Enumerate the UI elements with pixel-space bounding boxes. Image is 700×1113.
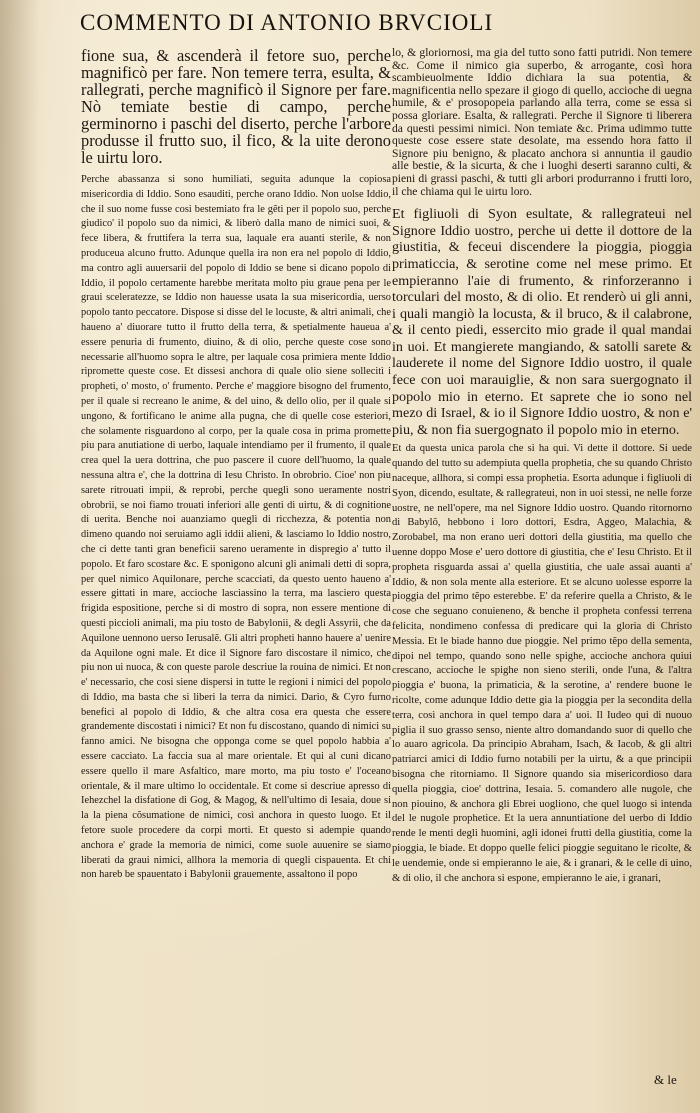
right-column	[392, 47, 692, 1107]
page-gutter-shadow	[0, 0, 40, 1113]
commentary-right-top: lo, & gloriornosi, ma gia del tutto sono fatti putridi. Non temere &c. Come il nimico gia superbo, & arrogante, così hora scambieuolmente Iddio dichiara la sua potentia, & magnificentia nello spezare il giogo di quello, accioche di uegna humile, & e' prosopopeia parlando alla terra, come se essa si possa gloriare. Esalta, & rallegrati. Perche il Signore ti liberera da questi pessimi nimici. Non temiate &c. Prima udimmo tutte queste cose essere state desolate, ma essendo hora fatto il Signore piu benigno, & placato anchora si annuntia il gaudio alle bestie, & la sicurta, & che i luoghi deserti saranno culti, & pieni di grassi paschi, & tutti gli arbori produrranno i frutti loro, il che chiama qui le uirtu loro.	[392, 47, 692, 198]
commentary-right-bottom: Et da questa unica parola che si ha qui. Vi dette il dottore. Si uede quando del tutto su adempiuta quella prophetia, che su quando Christo naceque, allhora, si compi essa prophetia. Esorta adunque i figliuoli di Syon, dicendo, esultate, & rallegrateui, non in uoi stessi, ne nelle forze uostre, ne nell'opere, ma nel Signore Iddio uostro. Quando ritornorno di Babylõ, hebbono i loro dottori, Esdra, Aggeo, Malachia, & Zorobabel, ma non erano ueri dottori della giustitia, ma quello che uenne doppo Mose e' uero dottore di giustitia, che e' Iesu Christo. Et il propheta risguarda assai a' quella giustitia, che uale assai auanti a' Iddio, & non sola mente alla esteriore. Et se alcuno uolesse esporre la pioggia del primo tẽpo esterebbe. E' da referire quella a Christo, & le cose che seguano conuieneno, & benche il propheta confessi terrena felicita, nondimeno confessa di predicare qui la gloria di Christo Messia. Et le biade hanno due pioggie. Nel primo tẽpo della sementa, dipoi nel tempo, quando sono nelle spighe, accioche anchora quiui crescano, accioche le spighe non sieno sterili, onde l'una, & l'altra pioggia e' buona, la primaticia, & la serotine, a' rendere buone le ricolte, come adunque Iddio dette gia la pioggia per la secondita della terra, così anchora in quel tempo dara a' uoi. Il Iudeo qui di nuouo piglia il suo grasso senso, niente altro domandando suor di quello che lo auaro agricola. Da principio Abraham, Isach, & Iacob, & gli altri patriarci amici di Iddio furno notabili per la uirtu, & a que principii bisogna che ritorniamo. Il Signore quando sia misericordioso dara quella pioggia, cioe' dottrina, Iesaia. 5. comandero alle nugole, che non piouino, & anchora gli Ebrei uogliono, che quel luogo si intenda del le nugole prophetice. Et la uera annuntiatione del uerbo di Iddio rende le menti degli huomini, agli idonei frutti della giustitia, come la pioggia, le biade. Et doppo quelle felici pioggie seguitano le ricolte, & le uendemie, onde si empieranno le aie, & i granari, & le celle di uino, & di olio, il che anchora si espone, empieranno le aie, i granari,	[392, 443, 692, 884]
scripture-passage-right: Et figliuoli di Syon esultate, & rallegrateui nel Signore Iddio uostro, perche ui dette il dottore de la giustitia, & feceui discendere la pioggia, pioggia primaticcia, & serotine come nel mese primo. Et empieranno l'aie di frumento, & rinforzeranno i torculari del mosto, & di olio. Et renderò ui gli anni, i quali mangiò la locusta, & il bruco, & il calabrone, & il cento piedi, essercito mio grade il qual mandai in uoi. Et mangierete mangiando, & satolli sarete & lauderete il nome del Signore Iddio uostro, il quale fece con uoi marauiglie, & non sara suergognato il popolo mio in eterno. Et saprete che io sono nel mezo di Israel, & io il Signore Iddio uostro, & non e' piu, & non fia suergognato il popolo mio in eterno.	[392, 206, 692, 438]
left-column	[81, 47, 391, 1047]
scripture-passage-left: fione sua, & ascenderà il fetore suo, perche magnificò per fare. Non temere terra, esulta, & rallegrati, perche magnificò il Signore per fare. Nò temiate bestie di campo, perche germinorno i paschi del diserto, perche l'arbore produsse il frutto suo, il fico, & la uite derono le uirtu loro.	[81, 47, 391, 167]
running-header: COMMENTO DI ANTONIO BRVCIOLI	[80, 10, 494, 35]
commentary-left: Perche abassanza si sono humiliati, seguita adunque la copiosa misericordia di Iddio. Sono esauditi, perche orano Iddio. Non uolse Iddio, che il suo nome fusse cosi bestemiato fra le gẽti per il popolo suo, perche giudico' il popolo suo da nimici, & liberò dalla mano de nimici suoi, & fece libera, & fruttifera la terra sua, laquale era auanti sterile, & non produceua alcuno frutto. Adunque quella ira non era nel popolo di Iddio, ma contro agli auuersarii del popolo di Iddio se bene si dicano popolo di Iddio, il popolo certamente harebbe meritata molto piu graue pena per le graui sceleratezze, se Iddio non hauesse usata la sua misericordia, uerso popolo tanto peccatore. Dispose si disse del le locuste, & altri animali, che haueno a' diuorare tutto il frutto della terra, & spetialmente haueua a' essere penuria di frumento, diuino, & di olio, perche queste cose sono necessarie all'huomo sopra le altre, per laquale cosa primiera mente Iddio ripromette queste cose. Et dissesi anchora di quale olio siene sollecitì i propheti, o' mosto, o' frumento. Perche e' maggiore bisogno del frumento, per il quale si recreano le anime, & del uino, & dello olio, per il quale si ungono, & fortificano le anime alla pugna, che di quelle cose esteriori, che solamente risguardono al corpo, per la quale cosa in prima promette piu para anutiatione di uerbo, laquale intendiamo per il frumento, il quale crea quel la uera dottrina, che puo pascere il cuore dell'huomo, la quale nessuna altra e', che la dottrina di Iesu Christo. In obrobrio. Cioe' non piu sarete ritrouati impii, & reprobi, perche queglì sono ueramente nostri obrobrii, se noi fiamo trouati inferiori alle genti di uirtu, & di cognitione di uerita. Benche noi auanziamo queglì di ricchezza, & potentia non dimeno quando noi seruiamo agli iddii alieni, & lasciamo lo Iddio nostro, che ci dette tanti gran beneficii sareno ueramente in dispregio a' tutto il popolo. Et faro scostare &c. E sponigono alcuni gli animali detti di sopra, per quel nimico Aquilonare, perche scacciati, da questo uento haueno a' essere gittati in mare, accioche lasciassino la terra, ma lasciero questa frigida espositione, perche si di mostro di sopra, non essere mentione di questi piccioli animali, ma piu tosto de Babylonii, & degli Assyrii, che da Aquilone uennono uerso Ierusalẽ. Gli altri propheti hanno hauere a' uenire da Aquilone ogni male. Et dice il Signore faro discostare il nimico, che piu non ui nuoca, & con queste parole descriue la rouina de nimici. Et non e' necessario, che cosi siene dispersi in tutte le regioni i nimici del popolo di Iddio, ma basta che si liberi la terra da nimici. Dario, & Cyro furno benefici al popolo di Iddio, & che altra cosa era questa che essere grandemente discostati i nimici? Et non fu discostano, quando di nimici su fanno amici. Ne bisogna che opponga come se quel popolo habbia a' essere cacciato. La faccia sua al mare orientale. Et qui al cuni dicano essere quello il mare Asfaltico, mare morto, ma piu tosto e' l'oceano orientale, & il mare ultimo lo occidentale. Et come si descriue apresso di Iehezchel la disfatione di Gog, & Magog, & nell'ultimo di Iesaia, doue si la la piena cõsumatione de nimici, così anchora in questo luogo. Et il fetore suole procedere da corpi morti. Et questo si adempie quando anchora e' grade la memoria de nimici, come suole auuenire se siamo liberati da graui nimici, allhora la memoria di quegli cispauenta. Et chi non hareb be spauentato i Babylonii grauemente, assaltono il popo	[81, 174, 391, 881]
catchword: & le	[654, 1072, 677, 1087]
